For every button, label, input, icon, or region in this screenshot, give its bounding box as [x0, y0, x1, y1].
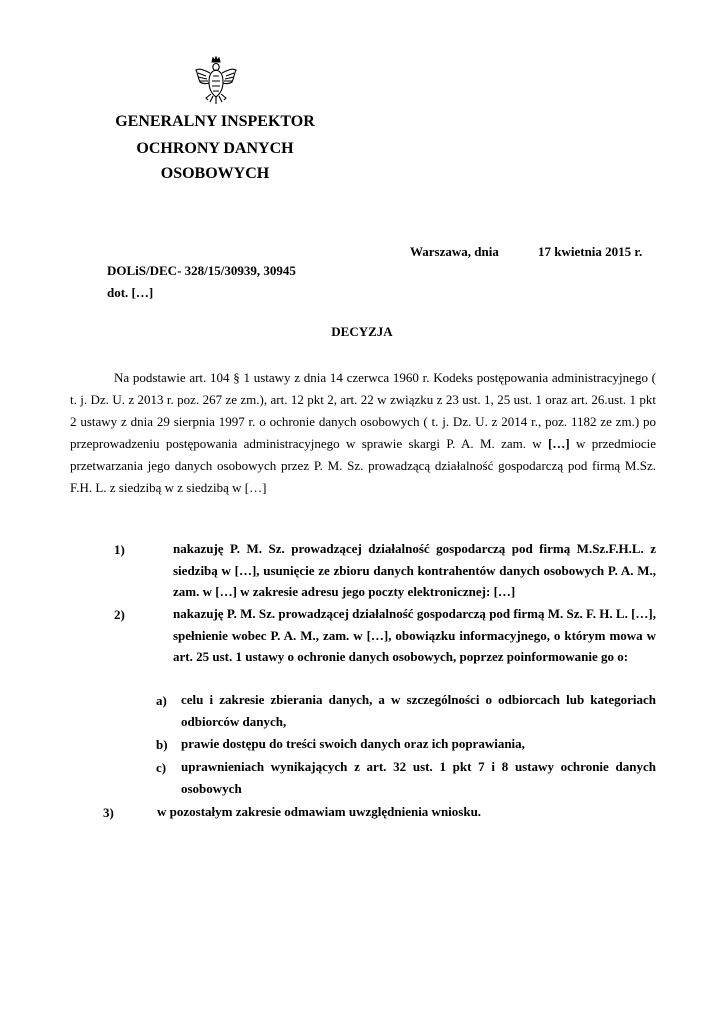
document-title: DECYZJA: [331, 324, 393, 339]
item-number: 3): [103, 805, 114, 820]
item-number: 1): [114, 542, 125, 557]
subitem-a: celu i zakresie zbierania danych, a w szczególności o odbiorcach lub kategoriach odbiorców danych,: [181, 692, 656, 729]
subitem-letter: c): [156, 760, 167, 775]
authority-name-line2: OCHRONY DANYCH: [136, 140, 294, 157]
authority-name-line3: OSOBOWYCH: [160, 165, 270, 182]
item-number: 2): [114, 607, 125, 622]
subitem-b: prawie dostępu do treści swoich danych oraz ich poprawiania,: [181, 736, 525, 751]
subitem-letter: b): [156, 737, 168, 752]
decision-item-2: nakazuję P. M. Sz. prowadzącej działalność gospodarczą pod firmą M. Sz. F. H. L. […], spełnienie wobec P. A. M., zam. w […], obowiązku informacyjnego, o którym mowa w art. 25 ust. 1 ustawy o ochronie danych osobowych, poprzez poinformowanie go o:: [173, 606, 656, 665]
subitem-letter: a): [156, 693, 167, 708]
reference-number: DOLiS/DEC- 328/15/30939, 30945: [107, 263, 296, 278]
legal-basis-paragraph: [70, 367, 656, 499]
subject-reference: dot. […]: [107, 285, 154, 300]
document-date: 17 kwietnia 2015 r.: [538, 244, 643, 259]
decision-item-3: w pozostałym zakresie odmawiam uwzględnienia wniosku.: [157, 804, 482, 819]
authority-name-line1: GENERALNY INSPEKTOR: [115, 113, 315, 130]
paragraph-rest: w przedmiocie przetwarzania jego danych osobowych przez P. M. Sz. prowadzącą działalność gospodarczą pod firmą M.Sz. F.H. L. z siedzibą w z siedzibą w […]: [70, 436, 656, 495]
polish-eagle-emblem-icon: [194, 56, 238, 106]
paragraph-intro: Na podstawie art. 104 § 1 ustawy z dnia 14 czerwca 1960 r. Kodeks postępowania administracyjnego ( t. j. Dz. U. z 2013 r. poz. 267 ze zm.), art. 12 pkt 2, art. 22 w związku z 23 ust. 1, 25 ust. 1 oraz art. 26.ust. 1 pkt 2 ustawy z dnia 29 sierpnia 1997 r. o ochronie danych osobowych ( t. j. Dz. U. z 2014 r., poz. 1182 ze zm.) po przeprowadzeniu postępowania administracyjnego w sprawie skargi P. A. M. zam. w: [70, 370, 656, 451]
place-label: Warszawa, dnia: [410, 244, 499, 259]
subitem-c: uprawnieniach wynikających z art. 32 ust. 1 pkt 7 i 8 ustawy ochronie danych osobowych: [181, 759, 656, 796]
decision-item-1: nakazuję P. M. Sz. prowadzącej działalność gospodarczą pod firmą M.Sz.F.H.L. z siedzibą w […], usunięcie ze zbioru danych kontrahentów danych osobowych P. A. M., zam. w […] w zakresie adresu jego poczty elektronicznej: […]: [173, 541, 656, 600]
paragraph-bold-redaction: […]: [548, 436, 570, 451]
